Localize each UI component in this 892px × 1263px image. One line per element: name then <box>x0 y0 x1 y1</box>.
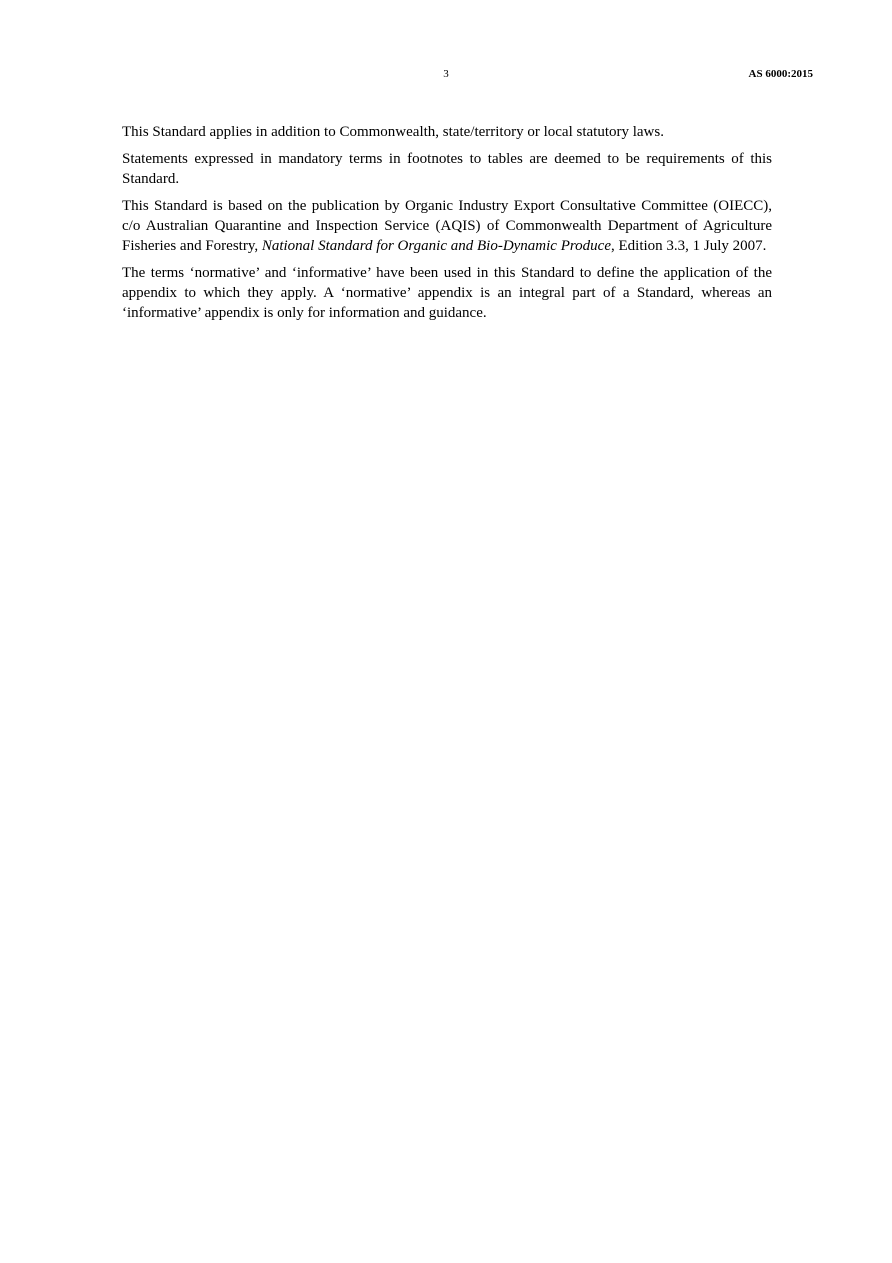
paragraph-text: , Edition 3.3, 1 July 2007. <box>610 238 767 254</box>
page-number: 3 <box>443 68 449 80</box>
paragraph-mandatory-terms: Statements expressed in mandatory terms in footnotes to tables are deemed to be requirements of this Standard. <box>122 151 772 187</box>
body-text <box>122 122 772 330</box>
publication-title: National Standard for Organic and Bio-Dynamic Produce <box>261 238 611 254</box>
paragraph-statutory-laws: This Standard applies in addition to Commonwealth, state/territory or local statutory laws. <box>122 124 664 140</box>
document-identifier: AS 6000:2015 <box>748 68 813 80</box>
paragraph-based-on-publication <box>122 196 772 256</box>
paragraph-normative-informative: The terms ‘normative’ and ‘informative’ have been used in this Standard to define the application of the appendix to which they apply. A ‘normative’ appendix is an integral part of a Standard, whereas an ‘informative’ appendix is only for information and guidance. <box>122 265 772 321</box>
paragraph-text: This Standard is based on the publication by Organic Industry Export Consultative Committee (OIECC), c/o Australian Quarantine and Inspection Service (AQIS) of Commonwealth Department of Agriculture Fisheries and Forestry, <box>122 198 772 254</box>
